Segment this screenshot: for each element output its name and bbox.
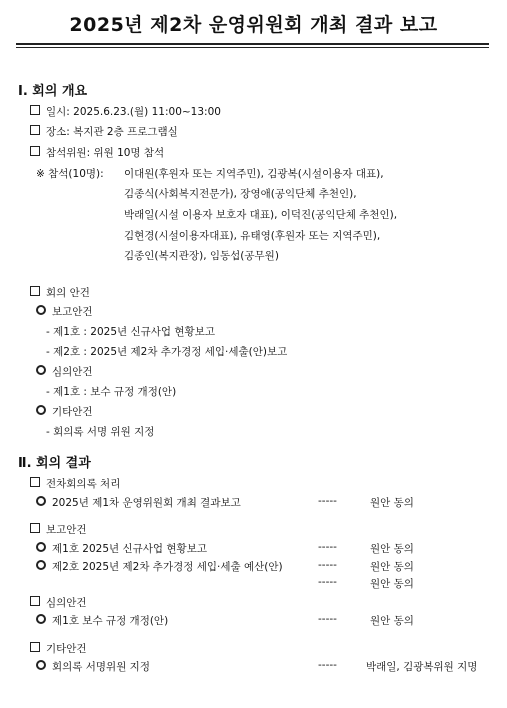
report-agenda-title: 보고안건	[36, 304, 93, 319]
report-agenda-item: - 제2호 : 2025년 제2차 추가경정 세입·세출(안)보고	[46, 346, 288, 358]
other-agenda-item: - 회의록 서명 위원 지정	[46, 426, 155, 438]
result-dash: -----	[318, 576, 337, 588]
result-dash: -----	[318, 495, 337, 507]
circle-bullet-icon	[36, 365, 46, 375]
circle-bullet-icon	[36, 496, 46, 506]
other-result-title: 기타안건	[30, 641, 87, 656]
circle-bullet-icon	[36, 305, 46, 315]
checkbox-icon	[30, 125, 40, 135]
attendee-line: 김종인(복지관장), 임동섭(공무원)	[124, 250, 279, 262]
meeting-members: 참석위원: 위원 10명 참석	[30, 145, 164, 160]
other-agenda-title: 기타안건	[36, 404, 93, 419]
meeting-date: 일시: 2025.6.23.(월) 11:00~13:00	[30, 104, 221, 119]
review-agenda-title: 심의안건	[36, 364, 93, 379]
report-result-title: 보고안건	[30, 522, 87, 537]
result-dash: -----	[318, 559, 337, 571]
report-result-item: 제2호 2025년 제2차 추가경정 세입·세출 예산(안)	[36, 559, 283, 574]
result-text: 원안 동의	[370, 543, 414, 555]
result-dash: -----	[318, 613, 337, 625]
result-text: 원안 동의	[370, 497, 414, 509]
title-rule-thick	[16, 43, 489, 45]
section1-heading: Ⅰ. 회의 개요	[18, 84, 88, 99]
report-agenda-item: - 제1호 : 2025년 신규사업 현황보고	[46, 326, 215, 338]
attendee-line: 김종식(사회복지전문가), 장영애(공익단체 추천인),	[124, 188, 357, 200]
review-result-item: 제1호 보수 규정 개정(안)	[36, 613, 168, 628]
prev-minutes-item: 2025년 제1차 운영위원회 개최 결과보고	[36, 495, 241, 510]
review-result-title: 심의안건	[30, 595, 87, 610]
title-rule-thin	[16, 47, 489, 48]
attendee-line: 김현경(시설이용자대표), 유태영(후원자 또는 지역주민),	[124, 230, 381, 242]
checkbox-icon	[30, 642, 40, 652]
document-title: 2025년 제2차 운영위원회 개최 결과 보고	[69, 14, 438, 36]
prev-minutes-title: 전차회의록 처리	[30, 476, 120, 491]
result-dash: -----	[318, 541, 337, 553]
circle-bullet-icon	[36, 614, 46, 624]
circle-bullet-icon	[36, 660, 46, 670]
checkbox-icon	[30, 146, 40, 156]
attendees-label: ※ 참석(10명):	[36, 168, 104, 180]
checkbox-icon	[30, 105, 40, 115]
result-text: 박래일, 김광복위원 지명	[366, 661, 478, 673]
checkbox-icon	[30, 523, 40, 533]
attendee-line: 박래일(시설 이용자 보호자 대표), 이덕진(공익단체 추천인),	[124, 209, 398, 221]
result-dash: -----	[318, 659, 337, 671]
circle-bullet-icon	[36, 542, 46, 552]
checkbox-icon	[30, 596, 40, 606]
agenda-title: 회의 안건	[30, 285, 90, 300]
checkbox-icon	[30, 286, 40, 296]
result-text: 원안 동의	[370, 615, 414, 627]
report-result-item: 제1호 2025년 신규사업 현황보고	[36, 541, 207, 556]
meeting-place: 장소: 복지관 2층 프로그램실	[30, 124, 178, 139]
checkbox-icon	[30, 477, 40, 487]
result-text: 원안 동의	[370, 578, 414, 590]
review-agenda-item: - 제1호 : 보수 규정 개정(안)	[46, 386, 177, 398]
other-result-item: 회의록 서명위원 지정	[36, 659, 150, 674]
result-text: 원안 동의	[370, 561, 414, 573]
section2-heading: Ⅱ. 회의 결과	[18, 456, 91, 471]
circle-bullet-icon	[36, 405, 46, 415]
attendee-line: 이대원(후원자 또는 지역주민), 김광복(시설이용자 대표),	[124, 168, 384, 180]
circle-bullet-icon	[36, 560, 46, 570]
